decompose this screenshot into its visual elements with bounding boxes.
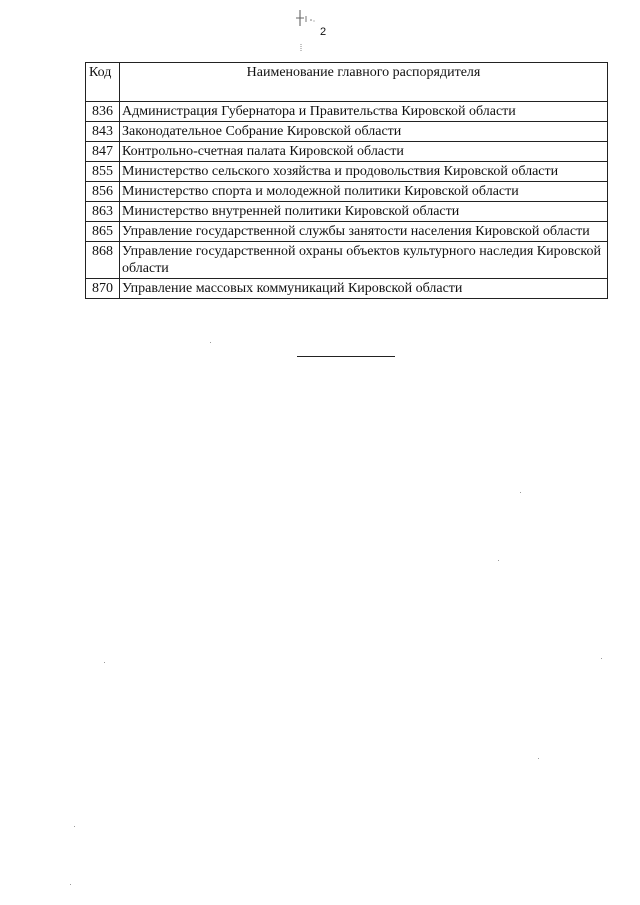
table-row (86, 182, 608, 202)
row-code: 863 (86, 202, 120, 222)
row-name: Управление государственной охраны объектов культурного наследия Кировской области (120, 242, 608, 279)
scan-speck (70, 884, 71, 885)
scan-speck (210, 342, 211, 343)
scan-speck (104, 662, 105, 663)
scan-mark-icon (292, 6, 318, 54)
table-row (86, 122, 608, 142)
row-name: Управление государственной службы занятости населения Кировской области (120, 222, 608, 242)
column-header-name: Наименование главного распорядителя (120, 63, 608, 102)
page-number: 2 (320, 26, 327, 38)
row-name: Управление массовых коммуникаций Кировской области (120, 279, 608, 299)
row-name: Контрольно-счетная палата Кировской области (120, 142, 608, 162)
registry-table (85, 62, 608, 299)
scan-speck (538, 758, 539, 759)
scan-speck (74, 826, 75, 827)
scan-speck (498, 560, 499, 561)
row-code: 855 (86, 162, 120, 182)
row-code: 847 (86, 142, 120, 162)
column-header-code: Код (86, 63, 120, 102)
table-header-row (86, 63, 608, 102)
row-name: Законодательное Собрание Кировской области (120, 122, 608, 142)
table-row (86, 162, 608, 182)
row-name: Министерство сельского хозяйства и продовольствия Кировской области (120, 162, 608, 182)
scan-speck (520, 492, 521, 493)
row-name: Министерство спорта и молодежной политики Кировской области (120, 182, 608, 202)
table-row (86, 142, 608, 162)
table-row (86, 222, 608, 242)
row-name: Министерство внутренней политики Кировской области (120, 202, 608, 222)
row-name: Администрация Губернатора и Правительства Кировской области (120, 102, 608, 122)
end-divider (297, 356, 395, 357)
table-row (86, 242, 608, 279)
table-row (86, 102, 608, 122)
row-code: 856 (86, 182, 120, 202)
table-row (86, 279, 608, 299)
row-code: 836 (86, 102, 120, 122)
row-code: 843 (86, 122, 120, 142)
row-code: 870 (86, 279, 120, 299)
table-row (86, 202, 608, 222)
scan-speck (601, 658, 602, 659)
row-code: 868 (86, 242, 120, 279)
row-code: 865 (86, 222, 120, 242)
